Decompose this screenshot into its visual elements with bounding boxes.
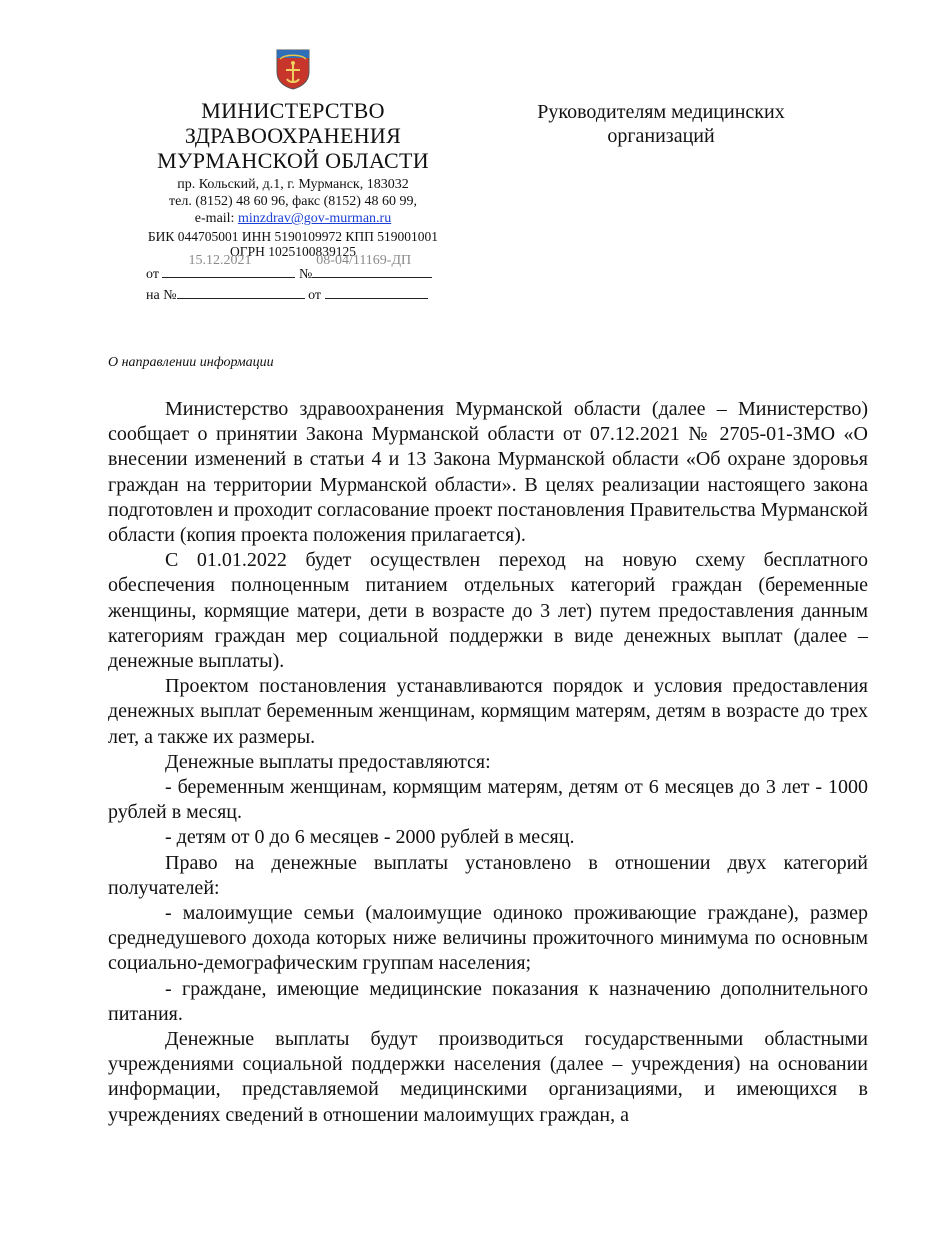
paragraph: - детям от 0 до 6 месяцев - 2000 рублей в месяц. xyxy=(165,826,575,849)
email-label: e-mail: xyxy=(194,211,238,226)
sender-phone-fax: тел. (8152) 48 60 96, факс (8152) 48 60 99, xyxy=(169,194,417,209)
recipient-line-2: организаций xyxy=(607,125,715,147)
recipient-line-1: Руководителям медицинских xyxy=(537,101,785,123)
paragraph: Денежные выплаты предоставляются: xyxy=(165,750,491,773)
ministry-name-line-1: МИНИСТЕРСТВО xyxy=(201,98,385,123)
paragraph: - граждане, имеющие медицинские показания к назначению дополнительного питания. xyxy=(108,977,868,1025)
number-stamp: 08-04/11169-ДП xyxy=(316,253,412,268)
paragraph: Министерство здравоохранения Мурманской области (далее – Министерство) сообщает о принятии Закона Мурманской области от 07.12.2021 № 2705-01-ЗМО «О внесении изменений в статьи 4 и 13 Закона Мурманской области «Об охране здоровья граждан на территории Мурманской области». В целях реализации настоящего закона подготовлен и проходит согласование проект постановления Правительства Мурманской области (копия проекта положения прилагается). xyxy=(108,398,868,547)
ref-number-label: № xyxy=(298,267,313,282)
ministry-name-line-3: МУРМАНСКОЙ ОБЛАСТИ xyxy=(157,148,429,173)
reply-reference-line xyxy=(146,283,428,304)
paragraph: Денежные выплаты будут производиться государственными областными учреждениями социальной поддержки населения (далее – учреждения) на основании информации, представляемой медицинскими организациями, и имеющихся в учреждениях сведений в отношении малоимущих граждан, а xyxy=(108,1028,868,1126)
outgoing-reference-line xyxy=(146,253,432,283)
email-link[interactable]: minzdrav@gov-murman.ru xyxy=(237,211,392,226)
letter-body xyxy=(108,397,868,1128)
paragraph: - беременным женщинам, кормящим матерям, детям от 6 месяцев до 3 лет - 1000 рублей в месяц. xyxy=(108,776,868,824)
reply-number-label: на № xyxy=(146,288,177,303)
paragraph: Проектом постановления устанавливаются порядок и условия предоставления денежных выплат беременным женщинам, кормящим матерям, детям в возрасте до трех лет, а также их размеры. xyxy=(108,675,868,748)
letter-subject: О направлении информации xyxy=(108,355,274,370)
ref-from-label: от xyxy=(146,267,159,282)
sender-address: пр. Кольский, д.1, г. Мурманск, 183032 xyxy=(177,177,409,192)
date-stamp: 15.12.2021 xyxy=(188,253,252,268)
reply-from-label: от xyxy=(308,288,322,303)
ministry-name-line-2: ЗДРАВООХРАНЕНИЯ xyxy=(184,123,402,148)
sender-block xyxy=(132,98,454,259)
recipient-block xyxy=(506,100,816,148)
paragraph: - малоимущие семьи (малоимущие одиноко проживающие граждане), размер среднедушевого дохода которых ниже величины прожиточного минимума по основным социально-демографическим группам населения; xyxy=(108,902,868,975)
paragraph: С 01.01.2022 будет осуществлен переход на новую схему бесплатного обеспечения полноценным питанием отдельных категорий граждан (беременные женщины, кормящие матери, дети в возрасте до 3 лет) путем предоставления данным категориям граждан мер социальной поддержки в виде денежных выплат (далее – денежные выплаты). xyxy=(108,549,868,673)
sender-bank-details: БИК 044705001 ИНН 5190109972 КПП 519001001 xyxy=(147,229,439,244)
sender-email-line xyxy=(132,210,454,227)
murmansk-region-coat-of-arms-icon xyxy=(275,48,311,90)
paragraph: Право на денежные выплаты установлено в отношении двух категорий получателей: xyxy=(108,851,868,899)
sender-ogrn: ОГРН 1025100839125 xyxy=(230,244,356,259)
